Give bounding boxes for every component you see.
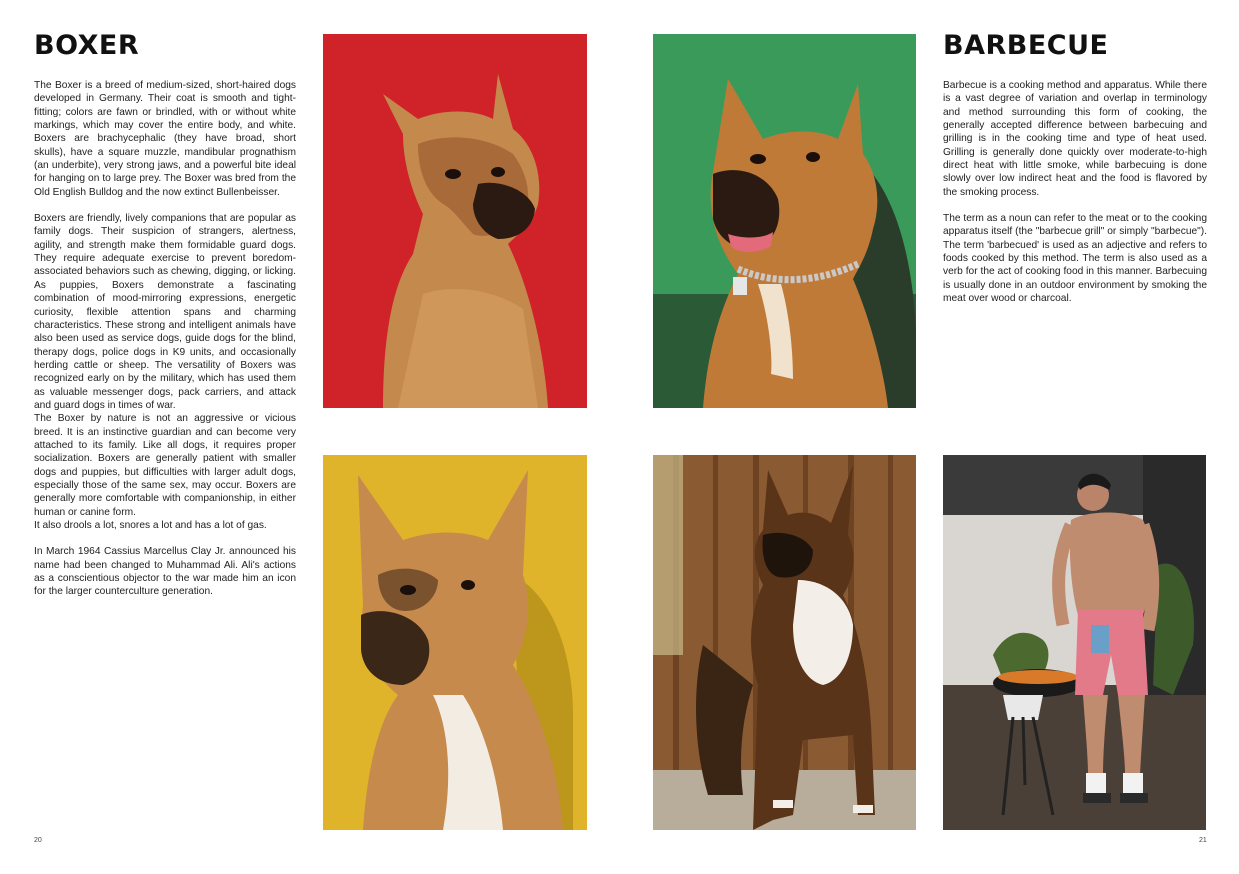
right-page-number: 21 xyxy=(1199,837,1207,844)
photo-boxer-red xyxy=(323,34,587,408)
boxer-paragraph-2: Boxers are friendly, lively companions that are popular as family dogs. Their suspicion of strangers, alertness, agility, and strength make them formidable guard dogs. They require adequate exercise to prevent boredom-associated behaviors such as chewing, digging, or licking. As puppies, Boxers demonstrate a fascinating combination of mood-mirroring expressions, energetic curiosity, flexible attention spans and charming characteristics. These strong and intelligent animals have also been used as service dogs, guide dogs for the blind, therapy dogs, police dogs in K9 units, and occasionally herding cattle or sheep. The versatility of Boxers was recognized early on by the military, which has used them as valuable messenger dogs, pack carriers, and attack and guard dogs in times of war. xyxy=(34,213,296,411)
photo-man-barbecue xyxy=(943,455,1206,830)
photo-boxer-yellow xyxy=(323,455,587,830)
boxer-paragraph-3: The Boxer by nature is not an aggressive or vicious breed. It is an instinctive guardian and can become very attached to its family. Like all dogs, it requires proper socialization. Boxers are generally patient with smaller dogs and puppies, but difficulties with larger adult dogs, especially those of the same sex, may occur. Boxers are generally more comfortable with companionship, in either human or canine form. xyxy=(34,413,296,518)
boxer-paragraph-1: The Boxer is a breed of medium-sized, short-haired dogs developed in Germany. Their coat is smooth and tight-fitting; colors are fawn or brindled, with or without white markings, which may cover the entire body, and white. Boxers are brachycephalic (they have broad, short skulls), have a square muzzle, mandibular prognathism (an underbite), very strong jaws, and a powerful bite ideal for hanging on to large prey. The Boxer was bred from the Old English Bulldog and the now extinct Bullenbeisser. xyxy=(34,80,296,198)
left-page-number: 20 xyxy=(34,837,42,844)
barbecue-paragraph-2: The term as a noun can refer to the meat or to the cooking apparatus itself (the "barbecue grill" or simply "barbecue"). The term 'barbecued' is used as an adjective and refers to foods cooked by this method. The term is also used as a verb for the act of cooking food in this manner. Barbecuing is usually done in an outdoor environment by smoking the meat over wood or charcoal. xyxy=(943,213,1207,305)
barbecue-heading: BARBECUE xyxy=(943,30,1109,61)
barbecue-paragraph-1: Barbecue is a cooking method and apparatus. While there is a vast degree of variation and overlap in terminology and method surrounding this form of cooking, the generally accepted difference between barbecuing and grilling is in the cooking time and type of heat used. Grilling is generally done quickly over moderate-to-high direct heat with little smoke, while barbecuing is done slowly over low indirect heat and the food is flavored by the smoking process. xyxy=(943,80,1207,198)
photo-boxer-green xyxy=(653,34,916,408)
boxer-paragraph-4: It also drools a lot, snores a lot and has a lot of gas. xyxy=(34,520,267,531)
boxer-body xyxy=(34,79,296,599)
photo-boxer-wooden-door xyxy=(653,455,916,830)
boxer-text-column xyxy=(34,32,296,599)
boxer-paragraph-5: In March 1964 Cassius Marcellus Clay Jr. announced his name had been changed to Muhammad Ali. Ali's actions as a conscientious objector to the war made him an icon for the larger counterculture generation. xyxy=(34,546,296,598)
barbecue-body xyxy=(943,79,1207,306)
barbecue-text-column xyxy=(943,32,1207,306)
boxer-heading: BOXER xyxy=(34,30,140,61)
